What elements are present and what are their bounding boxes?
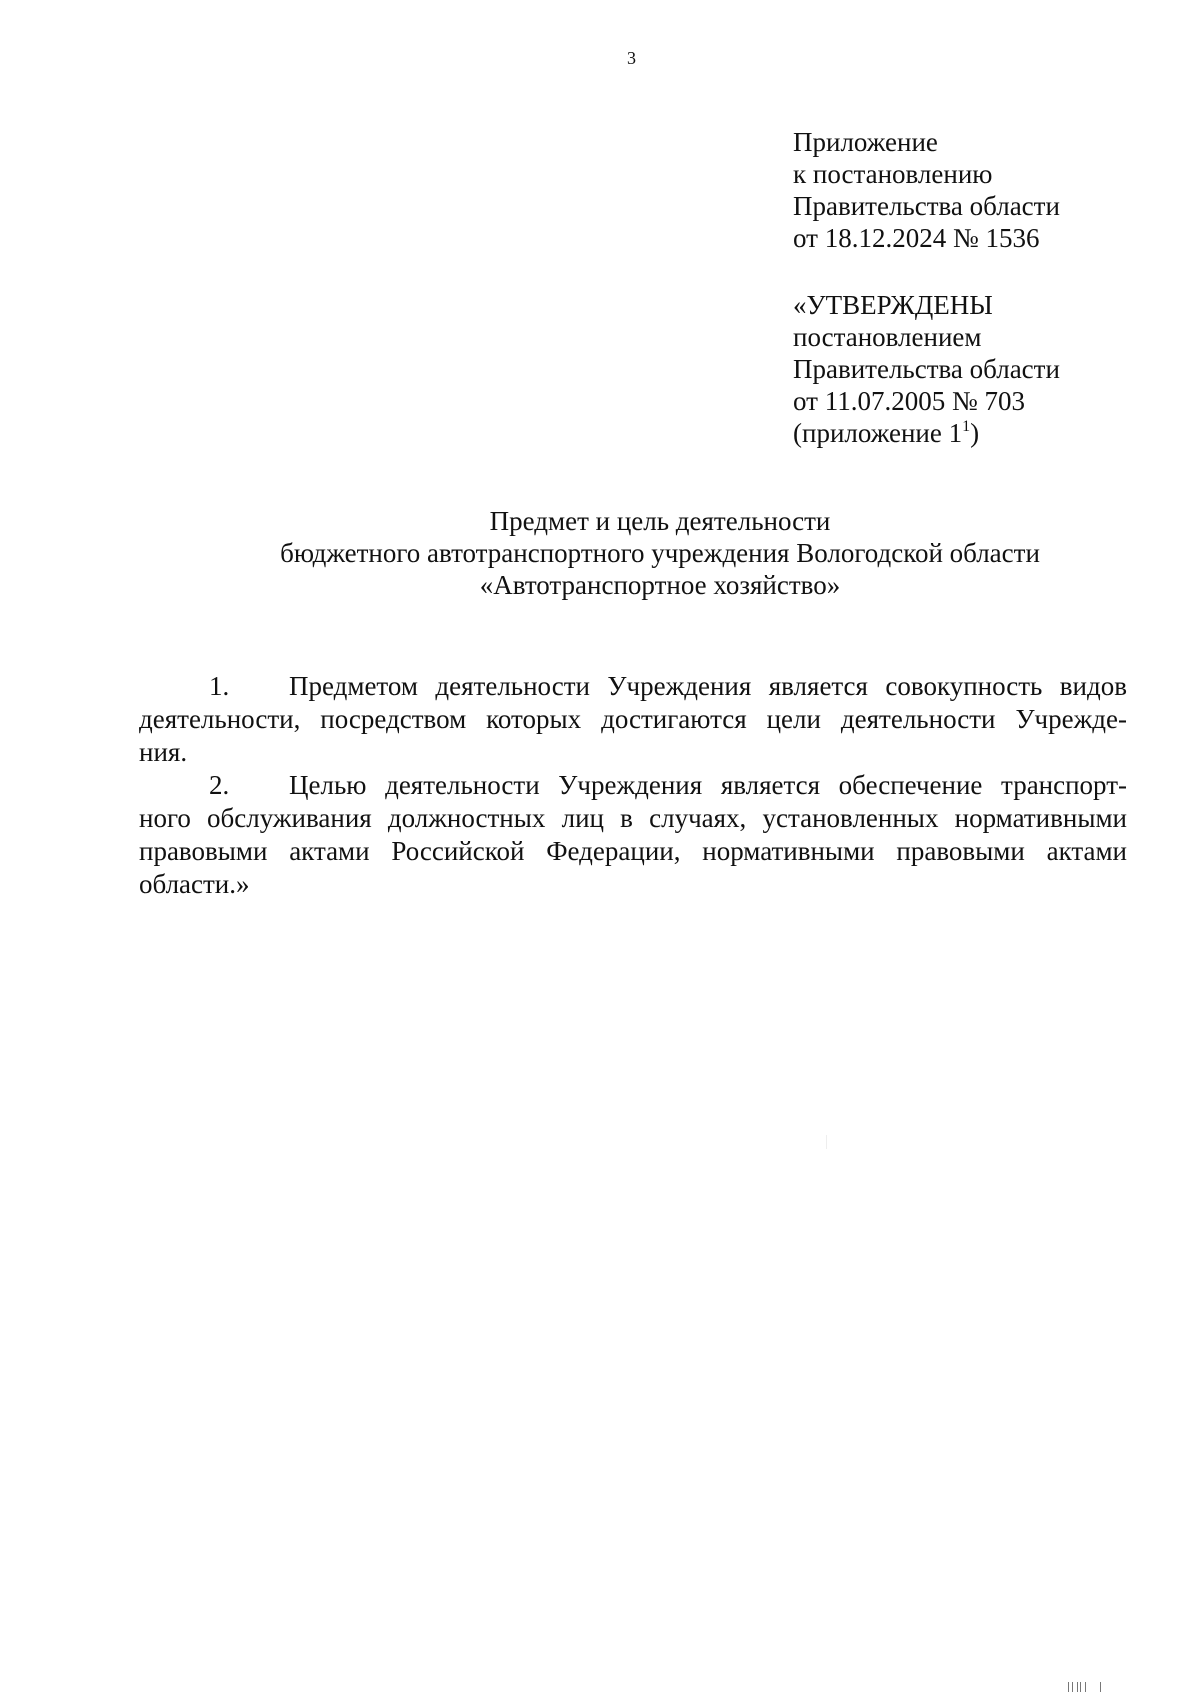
approval-appendix-suffix: )	[970, 418, 980, 448]
paragraph-number: 2.	[209, 770, 230, 800]
paragraph-line: ния.	[139, 737, 188, 767]
paragraph-line: деятельности, посредством которых достигаются цели деятельности Учрежде-	[139, 704, 1127, 734]
approval-line: Правительства области	[793, 354, 1060, 384]
approval-block	[793, 289, 1060, 449]
paragraph-1	[139, 670, 1127, 769]
scan-marks	[1068, 1682, 1108, 1692]
title-line: «Автотранспортное хозяйство»	[479, 570, 841, 600]
scan-artifact	[826, 1135, 827, 1149]
paragraph-line: области.»	[139, 869, 250, 899]
paragraph-2	[139, 769, 1127, 901]
attachment-line: Правительства области	[793, 191, 1060, 221]
attachment-block	[793, 126, 1060, 254]
title-line: Предмет и цель деятельности	[489, 506, 831, 536]
paragraph-line: ного обслуживания должностных лиц в случаях, установленных нормативными	[139, 803, 1127, 833]
paragraph-line: правовыми актами Российской Федерации, нормативными правовыми актами	[139, 836, 1127, 866]
document-body	[139, 670, 1127, 901]
title-line: бюджетного автотранспортного учреждения Вологодской области	[280, 538, 1040, 568]
approval-appendix-prefix: (приложение 1	[793, 418, 963, 448]
approval-appendix-line	[793, 417, 1060, 449]
approval-line: от 11.07.2005 № 703	[793, 386, 1025, 416]
document-title	[140, 505, 1180, 601]
paragraph-text: Целью деятельности Учреждения является обеспечение транспорт-	[289, 770, 1127, 800]
approval-line: «УТВЕРЖДЕНЫ	[793, 290, 993, 320]
paragraph-first-line	[139, 769, 1127, 802]
attachment-line: к постановлению	[793, 159, 993, 189]
paragraph-first-line	[139, 670, 1127, 703]
page-number: 3	[627, 48, 636, 68]
attachment-line: от 18.12.2024 № 1536	[793, 223, 1040, 253]
paragraph-text: Предметом деятельности Учреждения является совокупность видов	[289, 671, 1127, 701]
approval-line: постановлением	[793, 322, 982, 352]
approval-appendix-superscript: 1	[962, 418, 971, 435]
attachment-line: Приложение	[793, 127, 938, 157]
paragraph-number: 1.	[209, 671, 230, 701]
